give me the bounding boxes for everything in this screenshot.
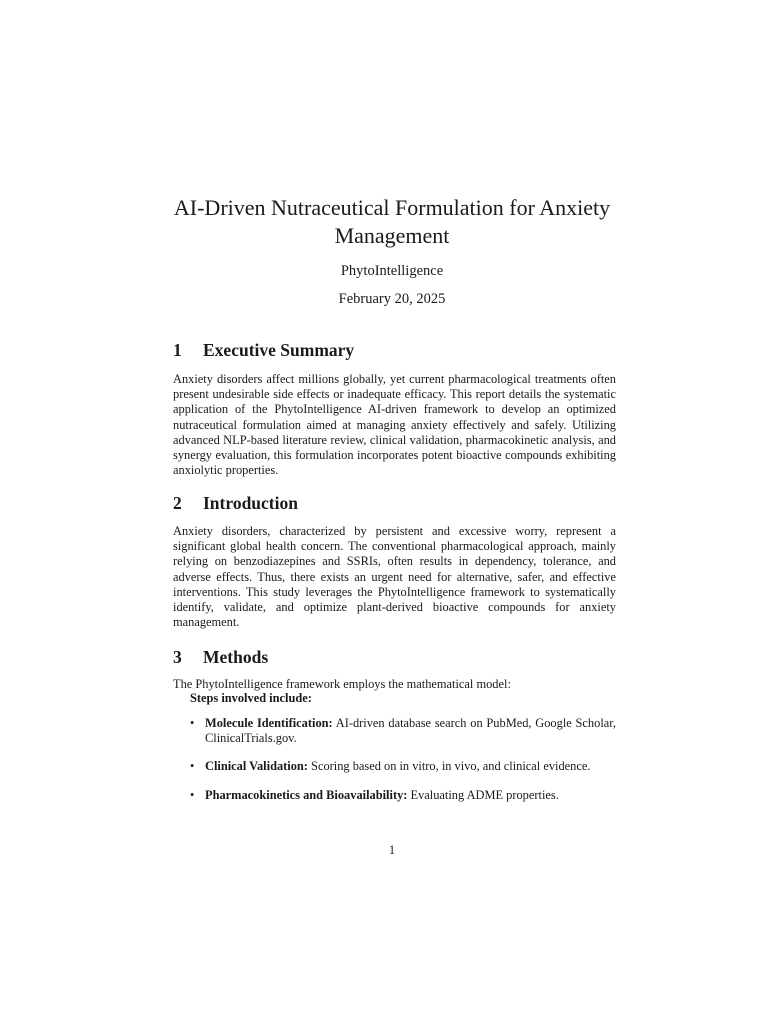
executive-summary-paragraph: Anxiety disorders affect millions globally, yet current pharmacological treatments often present undesirable side effects or inadequate efficacy. This report details the systematic application of the PhytoIntelligence AI-driven framework to develop an optimized nutraceutical formulation aimed at managing anxiety effectively and safely. Utilizing advanced NLP-based literature review, clinical validation, pharmacokinetic analysis, and synergy evaluation, this formulation incorporates potent bioactive compounds exhibiting anxiolytic properties.	[173, 372, 616, 478]
step-text: Evaluating ADME properties.	[410, 787, 559, 802]
section-title: Executive Summary	[203, 340, 355, 360]
introduction-paragraph: Anxiety disorders, characterized by persistent and excessive worry, represent a significant global health concern. The conventional pharmacological approach, mainly relying on benzodiazepines and SSRIs, often results in dependency, tolerance, and adverse effects. Thus, there exists an urgent need for alternative, safer, and effective interventions. This study leverages the PhytoIntelligence framework to systematically identify, validate, and optimize plant-derived bioactive compounds for anxiety management.	[173, 524, 616, 630]
section-heading-introduction	[173, 492, 633, 514]
step-term: Molecule Identification:	[205, 716, 333, 730]
document-author: PhytoIntelligence	[340, 263, 444, 279]
bullet-icon: •	[190, 716, 195, 730]
section-number: 2	[173, 493, 182, 513]
list-item	[188, 716, 616, 746]
section-number: 3	[173, 647, 182, 667]
step-text: AI-driven database search on PubMed, Google Scholar, ClinicalTrials.gov.	[205, 716, 616, 746]
section-number: 1	[173, 340, 182, 360]
step-term: Clinical Validation:	[205, 759, 308, 774]
document-title: AI-Driven Nutraceutical Formulation for Anxiety Management	[173, 195, 611, 248]
methods-steps-list	[188, 716, 616, 816]
steps-label: Steps involved include:	[190, 691, 312, 705]
page-number: 1	[388, 843, 396, 857]
document-date: February 20, 2025	[338, 291, 446, 307]
section-title: Introduction	[203, 493, 298, 513]
bullet-icon: •	[190, 787, 195, 802]
methods-paragraph: The PhytoIntelligence framework employs the mathematical model:	[173, 677, 511, 691]
section-title: Methods	[203, 647, 269, 667]
list-item	[188, 788, 616, 803]
list-item	[188, 759, 616, 774]
step-term: Pharmacokinetics and Bioavailability:	[205, 787, 408, 802]
section-heading-methods	[173, 646, 633, 668]
section-heading-executive-summary	[173, 339, 633, 361]
step-text: Scoring based on in vitro, in vivo, and clinical evidence.	[311, 759, 591, 774]
bullet-icon: •	[190, 759, 195, 774]
